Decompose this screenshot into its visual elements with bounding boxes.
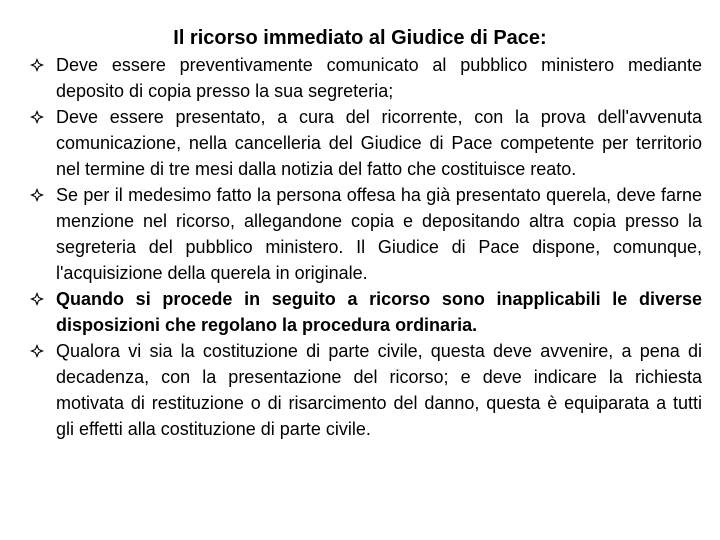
diamond-bullet-icon [30,344,44,358]
diamond-bullet-icon [30,188,44,202]
bullet-item [30,182,702,286]
bullet-item [30,104,702,182]
slide-title: Il ricorso immediato al Giudice di Pace: [173,27,547,49]
diamond-bullet-icon [30,292,44,306]
bullet-item [30,52,702,104]
bullet-text: Deve essere preventivamente comunicato al pubblico ministero mediante deposito di copia presso la sua segreteria; [56,55,702,101]
bullet-text: Qualora vi sia la costituzione di parte civile, questa deve avvenire, a pena di decadenza, con la presentazione del ricorso; e deve indicare la richiesta motivata di restituzione o di risarcimento del danno, questa è equiparata a tutti gli effetti alla costituzione di parte civile. [56,341,702,439]
bullet-item [30,286,702,338]
bullet-text: Quando si procede in seguito a ricorso sono inapplicabili le diverse disposizioni che regolano la procedura ordinaria. [56,289,702,335]
diamond-bullet-icon [30,110,44,124]
bullet-item [30,338,702,442]
bullet-text: Deve essere presentato, a cura del ricorrente, con la prova dell'avvenuta comunicazione, nella cancelleria del Giudice di Pace competente per territorio nel termine di tre mesi dalla notizia del fatto che costituisce reato. [56,107,702,179]
bullet-list [30,52,702,442]
diamond-bullet-icon [30,58,44,72]
bullet-text: Se per il medesimo fatto la persona offesa ha già presentato querela, deve farne menzione nel ricorso, allegandone copia e depositando altra copia presso la segreteria del pubblico ministero. Il Giudice di Pace dispone, comunque, l'acquisizione della querela in originale. [56,185,702,283]
